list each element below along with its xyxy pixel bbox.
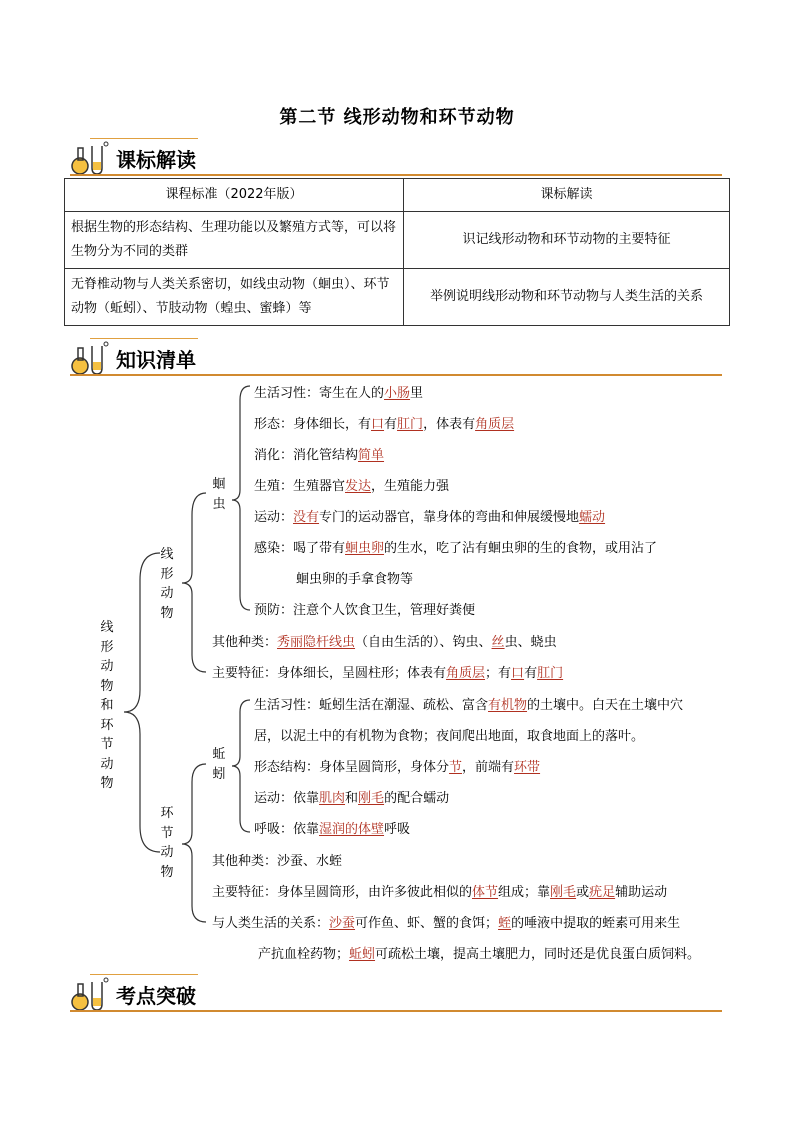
section-title: 课标解读	[116, 148, 196, 172]
group-label-linear: 线形动物	[160, 547, 174, 621]
annelid-brace	[182, 764, 206, 922]
fact-annelid-other: 其他种类：沙蚕、水蛭	[212, 854, 343, 869]
fact-annelid-human: 与人类生活的关系：沙蚕可作鱼、虾、蟹的食饵；蛭的唾液中提取的蛭素可用来生	[212, 916, 681, 931]
fact-annelid-human-cont: 产抗血栓药物；蚯蚓可疏松土壤，提高土壤肥力，同时还是优良蛋白质饲料。	[258, 947, 701, 962]
fact-annelid-features: 主要特征：身体呈圆筒形，由许多彼此相似的体节组成；靠刚毛或疣足辅助运动	[212, 885, 668, 900]
table-cell: 举例说明线形动物和环节动物与人类生活的关系	[404, 269, 730, 326]
fact-earthworm-habit: 生活习性：蚯蚓生活在潮湿、疏松、富含有机物的土壤中。白天在土壤中穴	[254, 698, 684, 713]
roundworm-brace	[232, 386, 250, 610]
roundworm-label: 蛔虫	[212, 477, 226, 512]
fact-infection-cont: 蛔虫卵的手拿食物等	[296, 572, 414, 587]
fact-digestion: 消化：消化管结构简单	[254, 448, 385, 463]
fact-infection: 感染：喝了带有蛔虫卵的生水，吃了沾有蛔虫卵的生的食物，或用沾了	[254, 541, 658, 556]
fact-earthworm-movement: 运动：依靠肌肉和刚毛的配合蠕动	[254, 791, 450, 806]
group-label-annelid: 环节动物	[160, 806, 174, 880]
fact-earthworm-habit-cont: 居，以泥土中的有机物为食物；夜间爬出地面，取食地面上的落叶。	[254, 729, 645, 744]
fact-reproduction: 生殖：生殖器官发达，生殖能力强	[254, 479, 450, 494]
section-header-breakthrough	[70, 974, 722, 1014]
fact-form: 形态：身体细长，有口有肛门，体表有角质层	[254, 417, 515, 432]
fact-movement: 运动：没有专门的运动器官，靠身体的弯曲和伸展缓慢地蠕动	[254, 510, 606, 525]
table-cell: 根据生物的形态结构、生理功能以及繁殖方式等，可以将生物分为不同的类群	[65, 212, 404, 269]
table-header: 课标解读	[404, 179, 730, 212]
table-header: 课程标准（2022年版）	[65, 179, 404, 212]
table-cell: 识记线形动物和环节动物的主要特征	[404, 212, 730, 269]
earthworm-brace	[232, 700, 250, 832]
fact-prevention: 预防：注意个人饮食卫生，管理好粪便	[254, 603, 476, 618]
fact-earthworm-breathing: 呼吸：依靠湿润的体壁呼吸	[254, 822, 411, 837]
page-title: 第二节 线形动物和环节动物	[279, 107, 515, 128]
root-label: 线形动物和环节动物	[100, 620, 114, 791]
section-title: 知识清单	[116, 348, 196, 372]
lab-flask-icon	[70, 974, 110, 1014]
fact-habit: 生活习性：寄生在人的小肠里	[254, 386, 424, 401]
section-title: 考点突破	[116, 984, 196, 1008]
root-brace	[124, 553, 160, 852]
fact-other-species: 其他种类：秀丽隐杆线虫（自由生活的）、钩虫、丝虫、蛲虫	[212, 635, 557, 650]
table-cell: 无脊椎动物与人类关系密切，如线虫动物（蛔虫）、环节动物（蚯蚓）、节肢动物（蝗虫、蜜蜂）等	[65, 269, 404, 326]
fact-main-features: 主要特征：身体细长，呈圆柱形；体表有角质层；有口有肛门	[212, 666, 564, 681]
earthworm-label: 蚯蚓	[212, 747, 226, 782]
linear-brace	[182, 493, 206, 672]
fact-earthworm-structure: 形态结构：身体呈圆筒形，身体分节，前端有环带	[254, 760, 541, 775]
